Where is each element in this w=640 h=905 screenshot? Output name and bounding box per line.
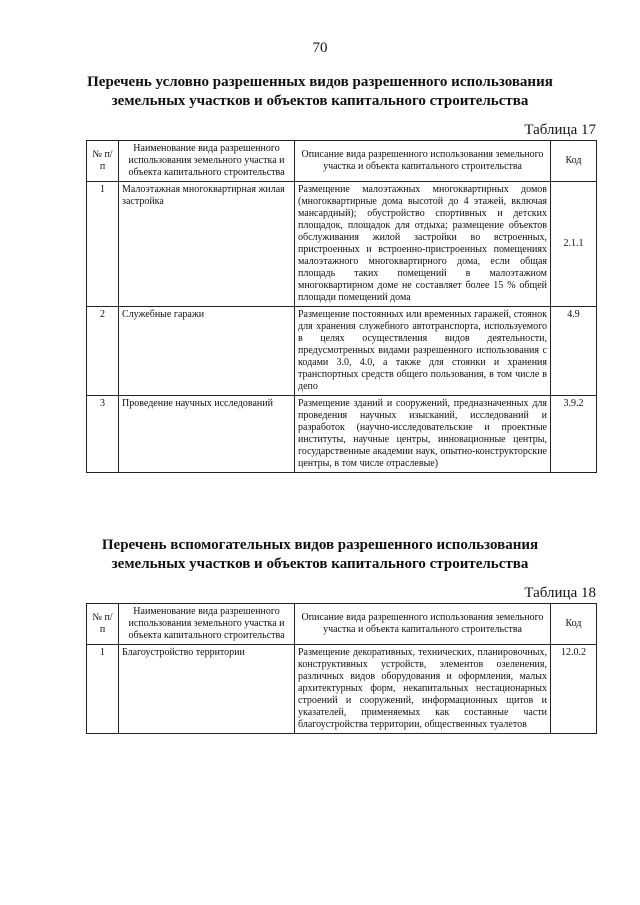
cell-num: 1 — [87, 182, 119, 307]
section-title-line: Перечень вспомогательных видов разрешенного использования — [101, 537, 539, 553]
table-row — [87, 307, 597, 396]
cell-desc: Размещение декоративных, технических, планировочных, конструктивных устройств, элементов озеленения, различных видов оборудования и оформления, малых архитектурных форм, некапитальных нестационарных строений и сооружений, информационных щитов и указателей, применяемых как составные части благоустройства территории, общественных туалетов — [295, 645, 551, 734]
cell-num: 2 — [87, 307, 119, 396]
cell-code: 4.9 — [551, 307, 597, 396]
header-name: Наименование вида разрешенного использования земельного участка и объекта капитального строительства — [119, 604, 295, 645]
cell-name: Служебные гаражи — [119, 307, 295, 396]
section-title-conditional — [60, 73, 580, 111]
page-number: 70 — [312, 40, 328, 56]
table-row — [87, 182, 597, 307]
table-header-row — [87, 604, 597, 645]
cell-desc: Размещение зданий и сооружений, предназначенных для проведения научных изысканий, исследований и разработок (научно-исследовательские и проектные институты, научные центры, инновационные центры, государственные академии наук, опытно-конструкторские центры, в том числе отраслевые) — [295, 396, 551, 473]
header-code: Код — [551, 141, 597, 182]
table-row — [87, 396, 597, 473]
section-title-line: Перечень условно разрешенных видов разрешенного использования — [87, 74, 553, 90]
cell-code: 2.1.1 — [551, 182, 597, 307]
section-title-line: земельных участков и объектов капитального строительства — [111, 93, 529, 109]
cell-num: 1 — [87, 645, 119, 734]
cell-code: 3.9.2 — [551, 396, 597, 473]
cell-num: 3 — [87, 396, 119, 473]
cell-name: Малоэтажная многоквартирная жилая застройка — [119, 182, 295, 307]
table-18 — [86, 603, 597, 734]
table-caption-17: Таблица 17 — [524, 122, 596, 138]
header-desc: Описание вида разрешенного использования земельного участка и объекта капитального строительства — [295, 141, 551, 182]
cell-desc: Размещение постоянных или временных гаражей, стоянок для хранения служебного автотранспорта, используемого в целях осуществления видов деятельности, предусмотренных видами разрешенного использования с кодами 3.0, 4.0, а также для стоянки и хранения транспортных средств общего пользования, в том числе в депо — [295, 307, 551, 396]
header-name: Наименование вида разрешенного использования земельного участка и объекта капитального строительства — [119, 141, 295, 182]
header-num: № п/п — [87, 604, 119, 645]
header-code: Код — [551, 604, 597, 645]
cell-desc: Размещение малоэтажных многоквартирных домов (многоквартирные дома высотой до 4 этажей, включая мансардный); обустройство спортивных и детских площадок, площадок для отдыха; размещение объектов обслуживания жилой застройки во встроенных, пристроенных и встроенно-пристроенных помещениях малоэтажного многоквартирного дома, если общая площадь таких помещений в малоэтажном многоквартирном доме не составляет более 15 % общей площади помещений дома — [295, 182, 551, 307]
table-header-row — [87, 141, 597, 182]
table-caption-18: Таблица 18 — [524, 585, 596, 601]
section-title-auxiliary — [60, 536, 580, 574]
table-17 — [86, 140, 597, 473]
section-title-line: земельных участков и объектов капитального строительства — [111, 556, 529, 572]
header-num: № п/п — [87, 141, 119, 182]
cell-name: Благоустройство территории — [119, 645, 295, 734]
cell-name: Проведение научных исследований — [119, 396, 295, 473]
table-row — [87, 645, 597, 734]
header-desc: Описание вида разрешенного использования земельного участка и объекта капитального строительства — [295, 604, 551, 645]
cell-code: 12.0.2 — [551, 645, 597, 734]
